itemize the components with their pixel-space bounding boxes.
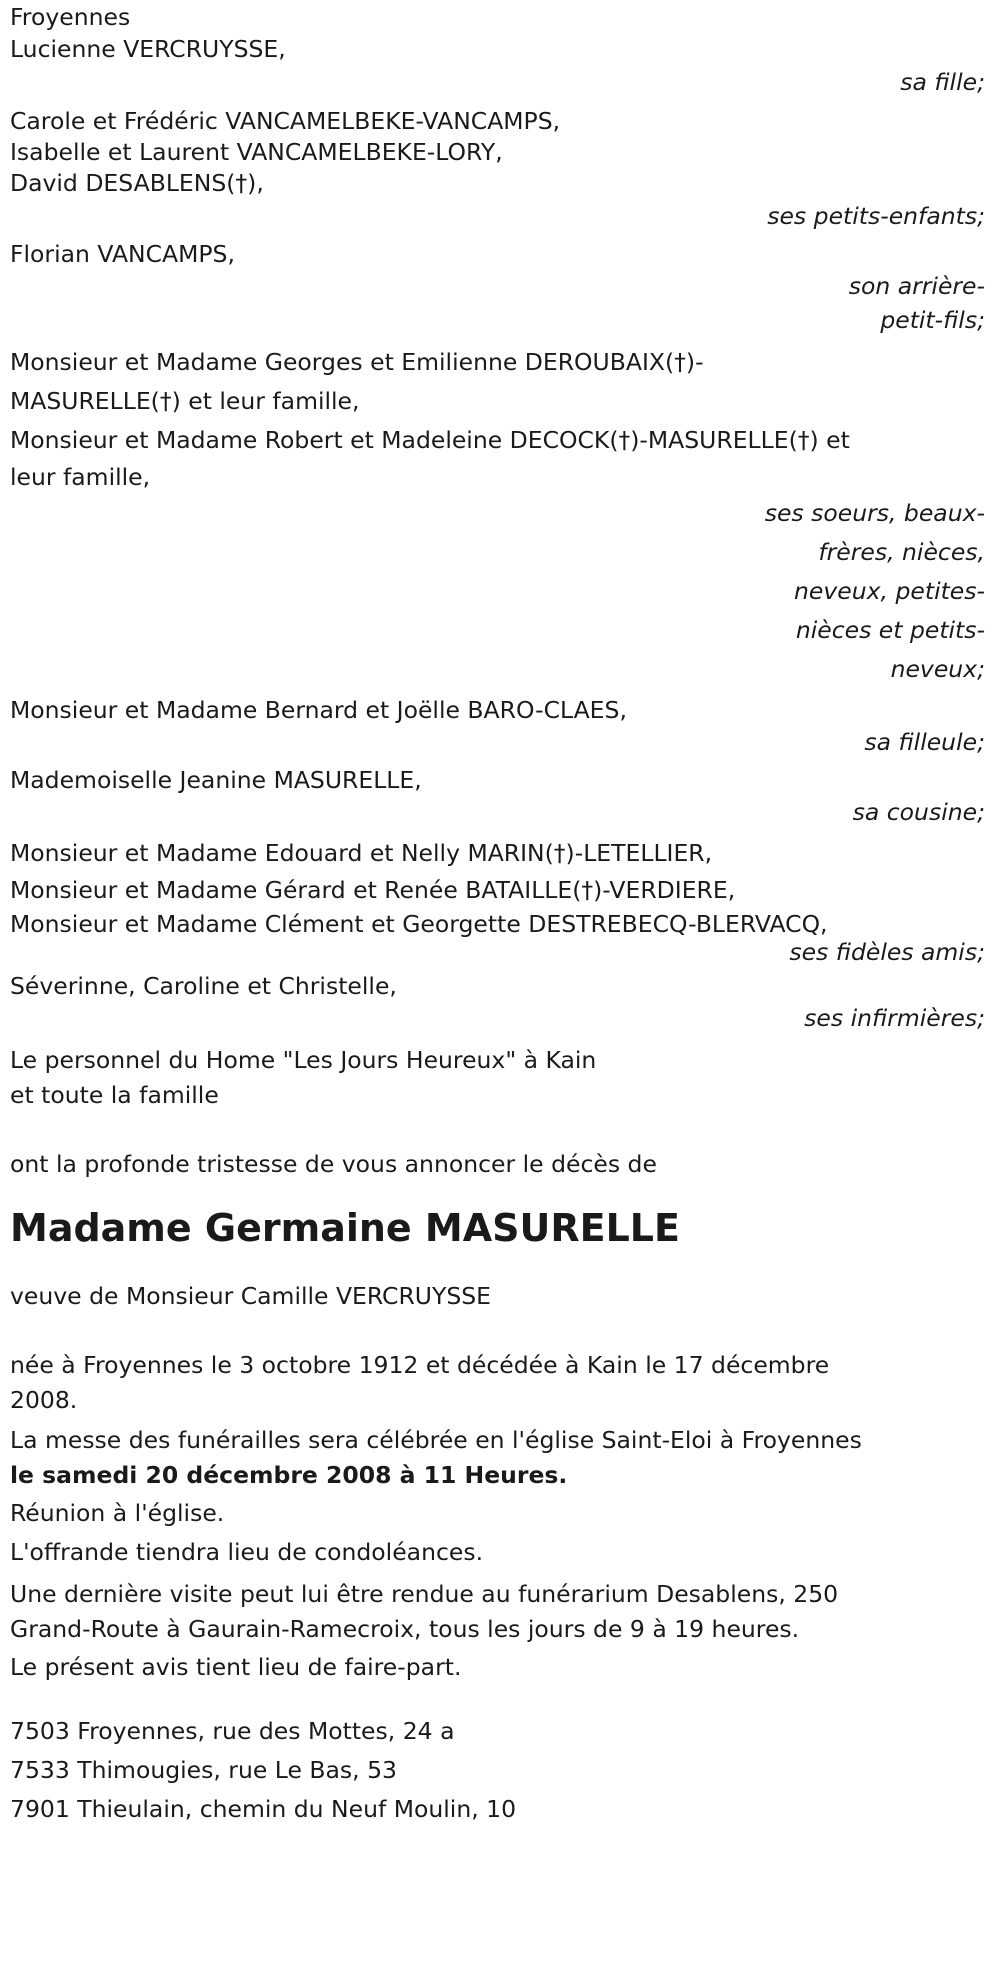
widow-of: veuve de Monsieur Camille VERCRUYSSE — [10, 1281, 492, 1310]
birth-death-line: née à Froyennes le 3 octobre 1912 et décédée à Kain le 17 décembre — [10, 1351, 830, 1379]
address-line: 7533 Thimougies, rue Le Bas, 53 — [10, 1756, 398, 1784]
mass-line: La messe des funérailles sera célébrée en l'église Saint-Eloi à Froyennes — [10, 1426, 862, 1454]
family-group — [10, 34, 1000, 100]
deceased-name: Madame Germaine MASURELLE — [10, 1205, 680, 1250]
family-name-line: et toute la famille — [10, 1081, 219, 1109]
family-role: ses petits-enfants; — [767, 202, 985, 230]
family-group — [10, 835, 1000, 965]
family-group — [10, 343, 1000, 689]
family-role: ses fidèles amis; — [789, 938, 985, 966]
family-role: sa cousine; — [852, 798, 985, 826]
family-name-line: leur famille, — [10, 463, 151, 491]
family-name-line: Monsieur et Madame Edouard et Nelly MARIN(†)-LETELLIER, — [10, 839, 713, 867]
family-name-line: Monsieur et Madame Bernard et Joëlle BARO-CLAES, — [10, 696, 627, 724]
birth-death-line: 2008. — [10, 1386, 78, 1414]
family-name-line: Monsieur et Madame Georges et Emilienne DEROUBAIX(†)- — [10, 348, 704, 376]
address-list — [10, 1712, 1000, 1829]
family-name-line: Monsieur et Madame Gérard et Renée BATAILLE(†)-VERDIERE, — [10, 876, 736, 904]
family-role: sa fille; — [900, 68, 985, 96]
family-name-line: Isabelle et Laurent VANCAMELBEKE-LORY, — [10, 138, 503, 166]
family-group — [10, 971, 1000, 1035]
family-name-line: Monsieur et Madame Clément et Georgette DESTREBECQ-BLERVACQ, — [10, 910, 828, 938]
family-role: son arrière- — [848, 272, 985, 300]
family-role: ses infirmières; — [804, 1004, 985, 1032]
family-role: nièces et petits- — [795, 616, 985, 644]
family-name-line: MASURELLE(†) et leur famille, — [10, 387, 360, 415]
family-name-line: Monsieur et Madame Robert et Madeleine DECOCK(†)-MASURELLE(†) et — [10, 426, 850, 454]
announcement: ont la profonde tristesse de vous annoncer le décès de — [10, 1150, 657, 1178]
family-role: ses soeurs, beaux- — [764, 499, 985, 527]
family-name-line: Le personnel du Home "Les Jours Heureux" à Kain — [10, 1046, 597, 1074]
family-group — [10, 239, 1000, 337]
header-place: Froyennes — [10, 3, 131, 31]
family-role: neveux, petites- — [794, 577, 985, 605]
family-group — [10, 765, 1000, 829]
family-role: frères, nièces, — [818, 538, 985, 566]
notice-line: Le présent avis tient lieu de faire-part. — [10, 1653, 462, 1681]
mass-date: le samedi 20 décembre 2008 à 11 Heures. — [10, 1461, 568, 1489]
family-name-line: Séverinne, Caroline et Christelle, — [10, 972, 397, 1000]
family-name-line: Carole et Frédéric VANCAMELBEKE-VANCAMPS, — [10, 107, 561, 135]
family-name-line: David DESABLENS(†), — [10, 169, 264, 197]
visit-line: Grand-Route à Gaurain-Ramecroix, tous les jours de 9 à 19 heures. — [10, 1615, 800, 1643]
address-line: 7503 Froyennes, rue des Mottes, 24 a — [10, 1717, 455, 1745]
meeting-info: Réunion à l'église. — [10, 1499, 225, 1527]
family-group — [10, 1041, 1000, 1111]
offering-info: L'offrande tiendra lieu de condoléances. — [10, 1538, 484, 1566]
family-group — [10, 106, 1000, 233]
family-name-line: Mademoiselle Jeanine MASURELLE, — [10, 766, 422, 794]
family-role: petit-fils; — [880, 306, 985, 334]
family-role: neveux; — [890, 655, 985, 683]
family-role: sa filleule; — [864, 728, 985, 756]
family-group — [10, 695, 1000, 759]
family-name-line: Lucienne VERCRUYSSE, — [10, 35, 286, 63]
address-line: 7901 Thieulain, chemin du Neuf Moulin, 10 — [10, 1795, 517, 1823]
visit-line: Une dernière visite peut lui être rendue au funérarium Desablens, 250 — [10, 1580, 839, 1608]
family-name-line: Florian VANCAMPS, — [10, 240, 235, 268]
